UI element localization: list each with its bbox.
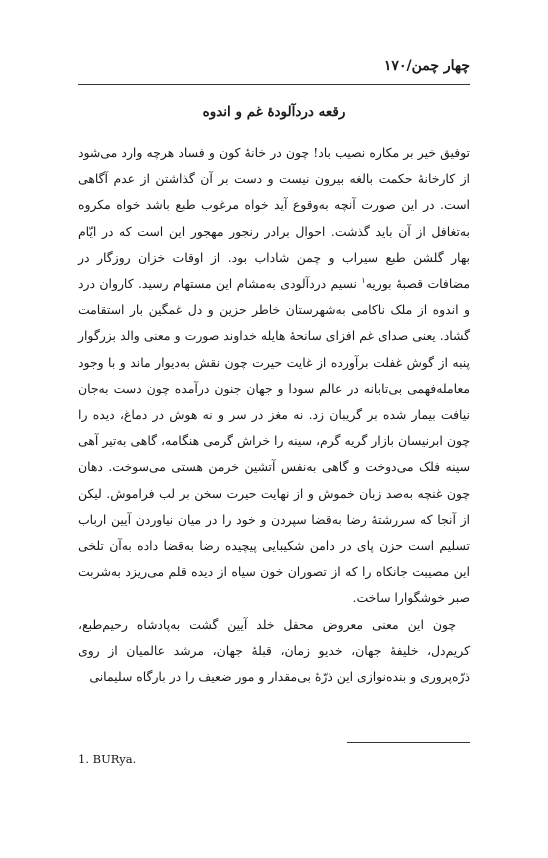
paragraph-1-text-b: نسیم دردآلودی به‌مشام این مستهام رسید. کاروان درد و اندوه از ملک ناکامی به‌شهرستان خاطر حزین و دل غمگین بار استقامت گشاد. یعنی صدای غم افزای سانحهٔ هایله خداوند صورت و معنی والد بزرگوار پنبه از گوش غفلت برآورده از غایت حیرت چون نقش به‌دیوار ماند و با وجود معامله‌فهمی بی‌تابانه در عالم سودا و جهان جنون درآمده چون دست به‌جان نیافت بیمار شده بر گریبان زد. نه مغز در سر و نه هوش در دماغ، دیده را چون ابرنیسان بازار گریه گرم، سینه را خراش گرمی هنگامه، گاهی به‌تیر آهی سینه فلک می‌دوخت و گاهی به‌نفس آتشین خرمن هستی می‌سوخت. دهان چون غنچه به‌صد زبان خموش و از نهایت حیرت سخن بر لب فراموش. لیکن از آنجا که سررشتهٔ رضا به‌قضا سپردن و خود را در میان نیاوردن آیین ارباب تسلیم است حزن پای در دامن شکیبایی پیچیده رضا به‌قضا داده به‌آن تلخی این مصیبت جانکاه را که از تصوران خون سیاه از دیده قلم می‌ریزد به‌شربت صبر خوشگوارا ساخت.: [78, 276, 470, 606]
header-rule: [78, 84, 470, 85]
section-title: رقعه دردآلودهٔ غم و اندوه: [202, 104, 346, 120]
paragraph-2-text: چون این معنی معروض محفل خلد آیین گشت به‌پادشاه رحیم‌طبع، کریم‌دل، خلیفهٔ جهان، خدیو زمان، قبلهٔ جهان، مرشد عالمیان از روی ذرّه‌پروری و بنده‌نوازی این ذرّهٔ بی‌مقدار و مور ضعیف را در بارگاه سلیمانی: [78, 616, 470, 685]
body-text: [78, 140, 470, 690]
running-head: چهار چمن/۱۷۰: [383, 58, 470, 74]
paragraph-1: [78, 140, 470, 612]
footnote-marker: ۱: [361, 275, 366, 285]
paragraph-1-text-a: توفیق خیر بر مکاره نصیب باد! چون در خانهٔ کون و فساد هرچه وارد می‌شود از کارخانهٔ حکمت بالغه بیرون نیست و دست بر آن گذاشتن از عدم آگاهی است. در این صورت آنچه به‌وقوع آید خواه مرغوب طبع باشد خواه مکروه به‌تغافل از آن باید گذشت. احوال برادر رنجور مهجور این است که در ایّام بهار گلشن طبع سیراب و چمن شاداب بود. از اوقات خزان روزگار در مضافات قصبهٔ بوریه: [78, 145, 470, 292]
paragraph-2: [78, 612, 470, 691]
footnote: 1. BURya.: [78, 752, 137, 766]
footnote-rule: [347, 742, 470, 743]
